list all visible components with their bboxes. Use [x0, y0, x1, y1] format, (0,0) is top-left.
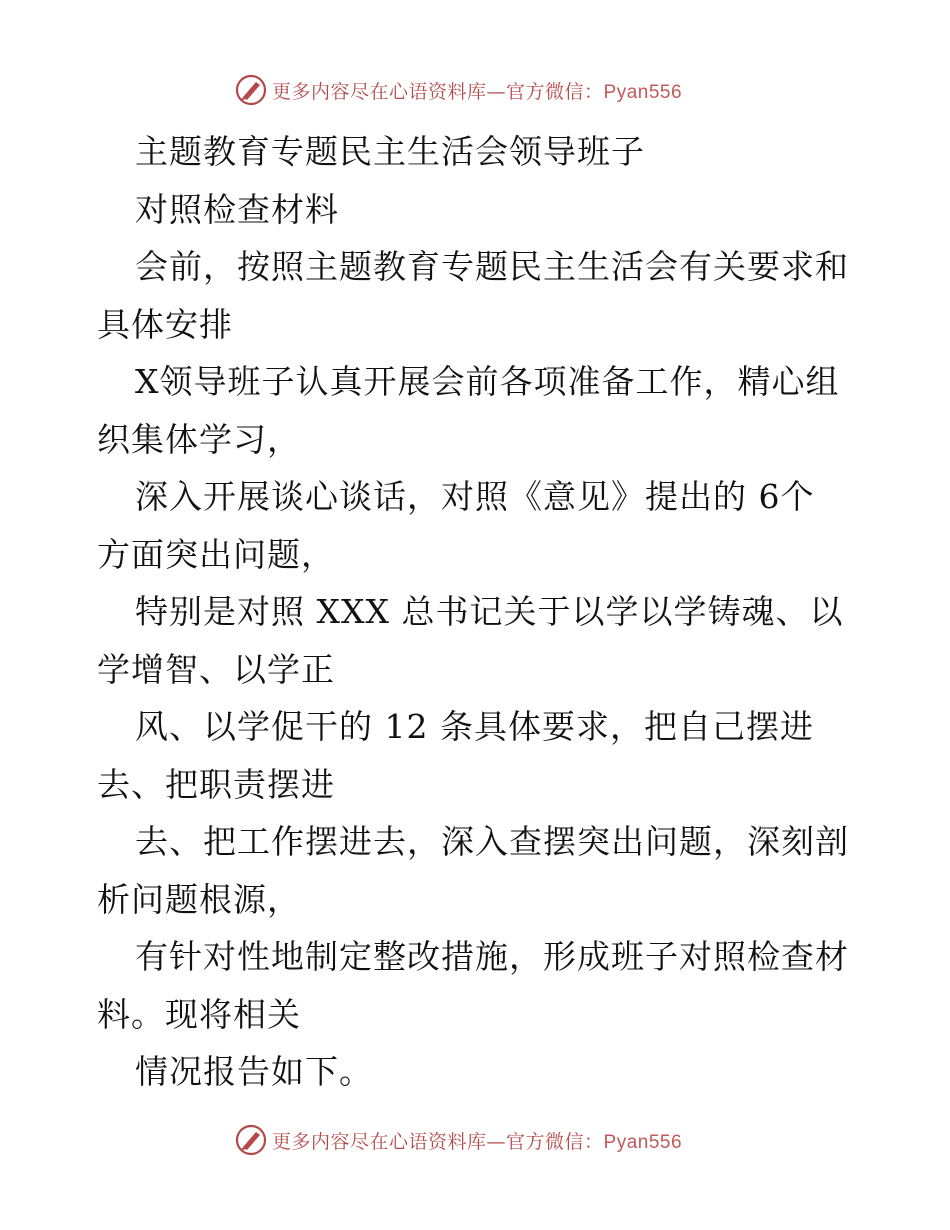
text-line: 特别是对照 XXX 总书记关于以学以学铸魂、以: [135, 592, 844, 631]
footer-watermark: [234, 1122, 682, 1158]
watermark-handle: Pyan556: [603, 1131, 683, 1153]
watermark-text: [272, 77, 682, 104]
text-line: 有针对性地制定整改措施，形成班子对照检查材: [135, 937, 849, 976]
text-line: 去、把职责摆进: [97, 764, 335, 804]
text-line: 主题教育专题民主生活会领导班子: [135, 132, 645, 171]
text-line: X领导班子认真开展会前各项准备工作，精心组: [135, 362, 840, 401]
text-line: 会前，按照主题教育专题民主生活会有关要求和: [135, 247, 849, 286]
text-line: 去、把工作摆进去，深入查摆突出问题，深刻剖: [135, 822, 849, 861]
text-line: 析问题根源，: [97, 879, 301, 919]
text-line: 学增智、以学正: [97, 649, 335, 689]
document-body: [97, 123, 857, 1101]
text-line: 具体安排: [97, 304, 233, 344]
watermark-label: 更多内容尽在心语资料库—官方微信：: [272, 80, 604, 103]
watermark-label: 更多内容尽在心语资料库—官方微信：: [272, 1130, 604, 1153]
text-line: 方面突出问题，: [97, 534, 335, 574]
text-line: 料。现将相关: [97, 994, 301, 1034]
text-line: 深入开展谈心谈话，对照《意见》提出的 6个: [135, 477, 815, 516]
header-watermark: [234, 72, 682, 108]
text-line: 风、以学促干的 12 条具体要求，把自己摆进: [135, 707, 814, 746]
quill-logo-icon: [234, 73, 268, 107]
text-line: 织集体学习，: [97, 419, 301, 459]
text-line: 情况报告如下。: [135, 1052, 373, 1091]
watermark-text: [272, 1127, 682, 1154]
text-line: 对照检查材料: [135, 189, 339, 229]
watermark-handle: Pyan556: [603, 81, 683, 103]
quill-logo-icon: [234, 1123, 268, 1157]
